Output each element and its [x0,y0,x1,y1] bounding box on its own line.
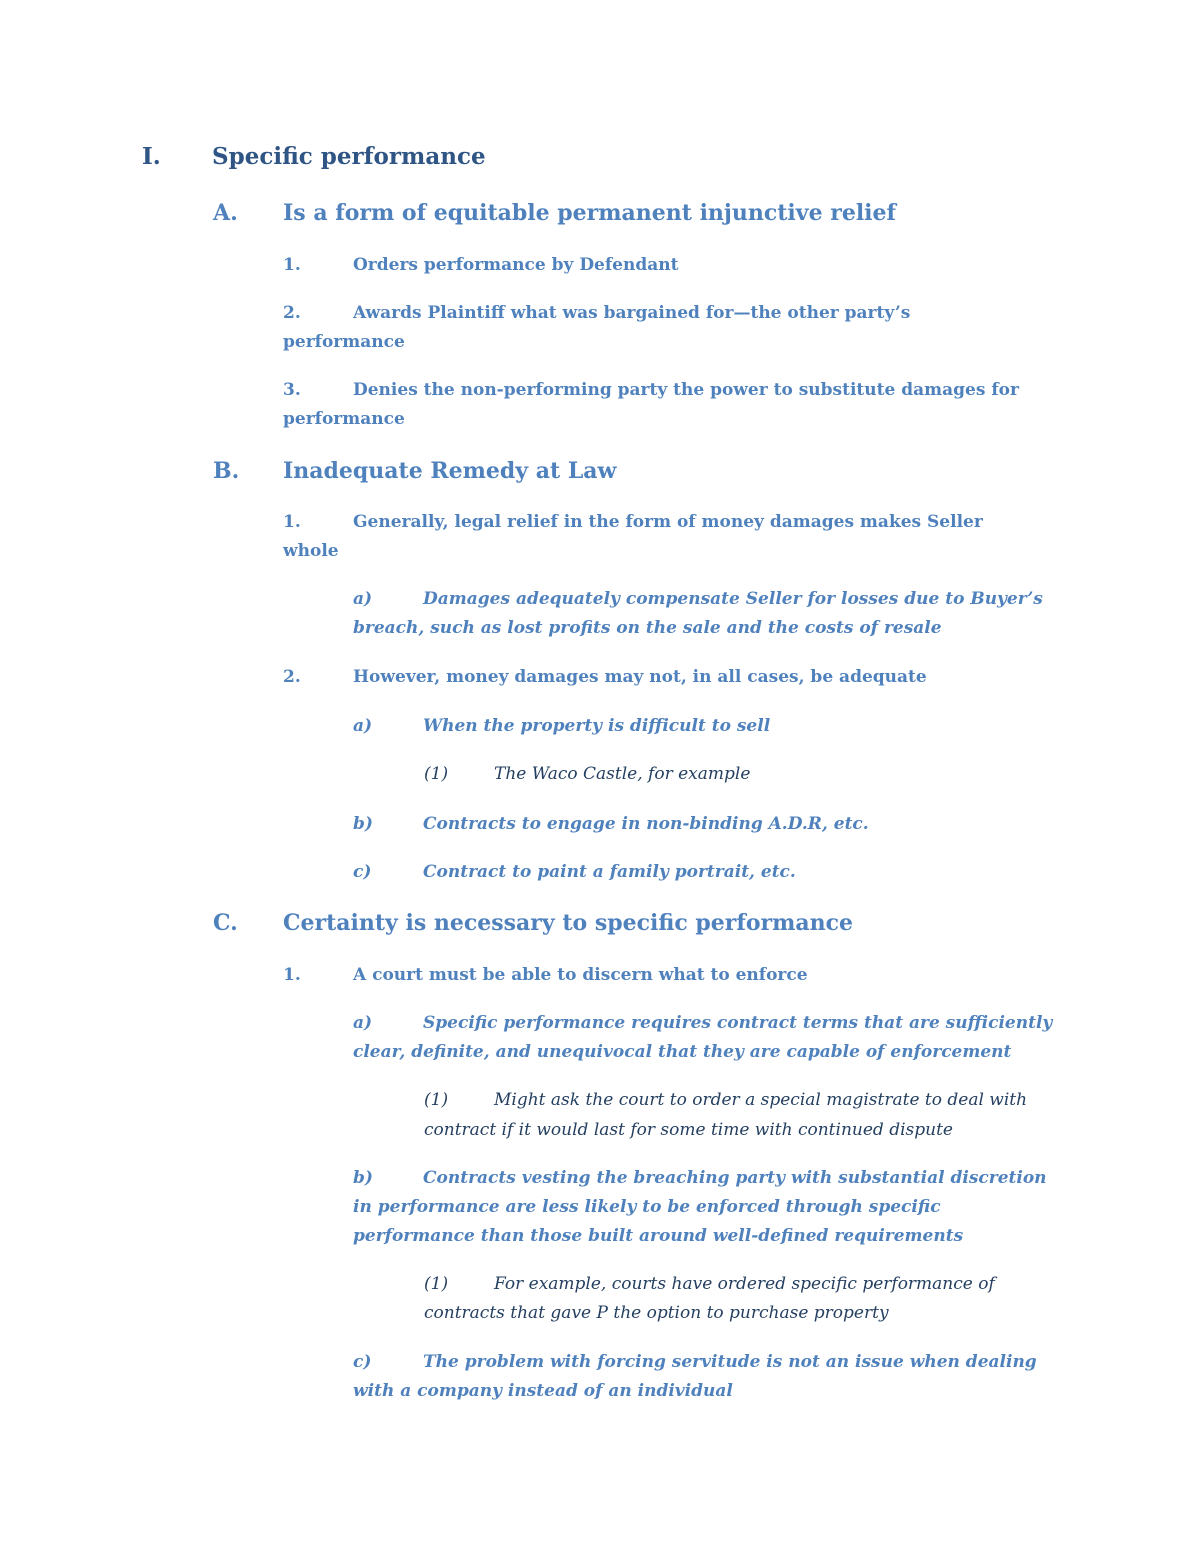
item-number: A. [213,200,238,226]
item-text-continuation: with a company instead of an individual [353,1381,733,1401]
outline-item-A1 [283,255,679,275]
item-text: However, money damages may not, in all cases, be adequate [353,667,927,687]
item-text-continuation: contract if it would last for some time with continued dispute [424,1120,953,1140]
outline-item-A2 [283,303,911,323]
item-text-continuation: performance [283,332,405,352]
outline-item-C1c [353,1352,1037,1372]
item-number: 1. [283,965,301,985]
item-text: Contracts vesting the breaching party with substantial discretion [423,1168,1047,1188]
outline-item-B2b [353,814,869,834]
item-number: C. [213,910,238,936]
item-number: (1) [424,1274,449,1294]
item-number: (1) [424,764,449,784]
outline-item-B2 [283,667,927,687]
outline-item-C1 [283,965,808,985]
item-number: b) [353,814,373,834]
item-text: Contract to paint a family portrait, etc. [423,862,796,882]
item-number: (1) [424,1090,449,1110]
outline-item-B2c [353,862,796,882]
outline-item-I [142,143,486,170]
item-number: I. [142,143,161,170]
outline-item-C1a [353,1013,1053,1033]
item-text: Orders performance by Defendant [353,255,679,275]
item-text-continuation: whole [283,541,339,561]
item-text: When the property is difficult to sell [423,716,771,736]
item-text: Might ask the court to order a special magistrate to deal with [494,1090,1028,1110]
item-text: For example, courts have ordered specific performance of [494,1274,995,1294]
outline-item-B [213,458,617,484]
item-text: Denies the non-performing party the power to substitute damages for [353,380,1019,400]
item-text: Specific performance [212,143,486,170]
item-text-continuation: performance [283,409,405,429]
outline-item-C1a1 [424,1090,1028,1110]
item-text: Specific performance requires contract terms that are sufficiently [423,1013,1053,1033]
item-text: Contracts to engage in non-binding A.D.R, etc. [423,814,869,834]
item-number: 1. [283,512,301,532]
item-number: 2. [283,303,301,323]
item-number: a) [353,589,373,609]
outline-item-B1a [353,589,1043,609]
item-text-continuation: performance than those built around well-defined requirements [353,1226,964,1246]
outline-item-B2a1 [424,764,751,784]
item-number: 2. [283,667,301,687]
item-text: Inadequate Remedy at Law [283,458,617,484]
outline-item-A3 [283,380,1019,400]
item-text-continuation: breach, such as lost profits on the sale and the costs of resale [353,618,942,638]
item-text: The Waco Castle, for example [494,764,751,784]
outline-item-A [213,200,896,226]
item-number: a) [353,1013,373,1033]
item-number: B. [213,458,240,484]
item-text: Damages adequately compensate Seller for losses due to Buyer’s [423,589,1043,609]
item-text: Certainty is necessary to specific performance [283,910,854,936]
item-number: 1. [283,255,301,275]
outline-item-B2a [353,716,771,736]
item-text: Awards Plaintiff what was bargained for—the other party’s [353,303,911,323]
item-text: The problem with forcing servitude is not an issue when dealing [423,1352,1037,1372]
item-text-continuation: clear, definite, and unequivocal that they are capable of enforcement [353,1042,1012,1062]
outline-item-C [213,910,854,936]
item-text: Generally, legal relief in the form of money damages makes Seller [353,512,983,532]
outline-item-C1b1 [424,1274,995,1294]
item-text: Is a form of equitable permanent injunctive relief [283,200,896,226]
item-number: c) [353,1352,372,1372]
item-number: 3. [283,380,301,400]
item-number: b) [353,1168,373,1188]
item-text-continuation: in performance are less likely to be enforced through specific [353,1197,941,1217]
item-number: c) [353,862,372,882]
outline-item-C1b [353,1168,1047,1188]
item-text-continuation: contracts that gave P the option to purchase property [424,1303,889,1323]
item-text: A court must be able to discern what to enforce [353,965,808,985]
outline-item-B1 [283,512,983,532]
item-number: a) [353,716,373,736]
